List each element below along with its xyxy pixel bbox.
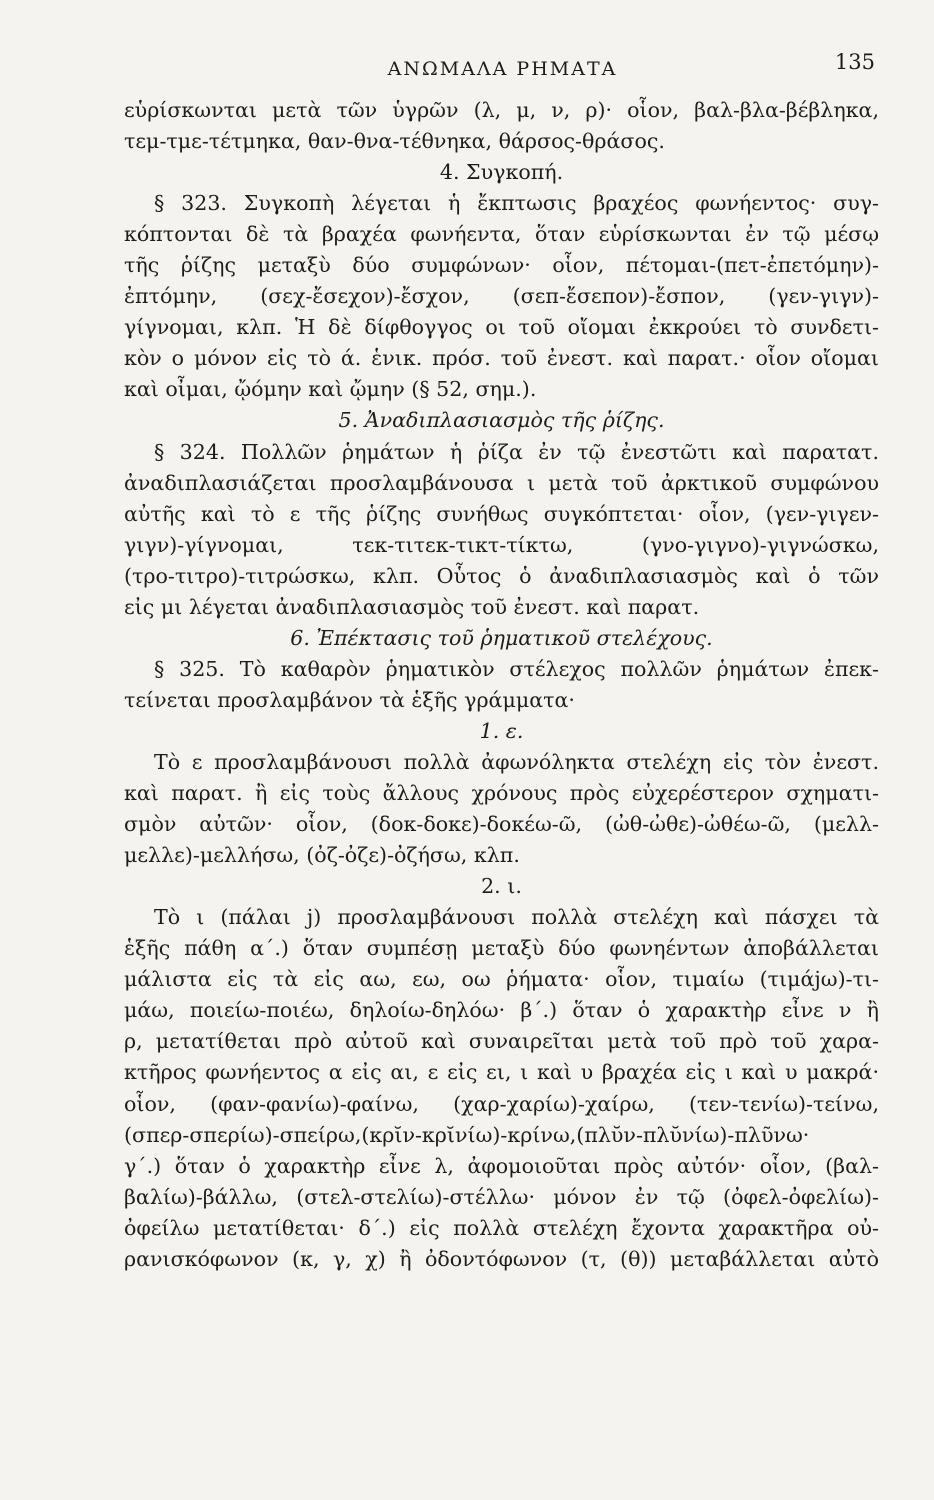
text-line: ρανισκόφωνον (κ, γ, χ) ἢ ὀδοντόφωνον (τ, (θ)) μεταβάλλεται αὐτὸ	[124, 1246, 879, 1271]
text-line: κὸν ο μόνον εἰς τὸ ά. ἑνικ. πρόσ. τοῦ ἐνεστ. καὶ παρατ.· οἷον οἴομαι	[124, 346, 879, 371]
text-line: ἑξῆς πάθη α΄.) ὅταν συμπέσῃ μεταξὺ δύο φωνηέντων ἀποβάλλεται	[124, 936, 879, 961]
text-line: ρ, μετατίθεται πρὸ αὐτοῦ καὶ συναιρεῖται μετὰ τοῦ πρὸ τοῦ χαρα-	[124, 1029, 879, 1054]
paragraph-start: Τὸ ε προσλαμβάνουσι πολλὰ ἀφωνόληκτα στελέχη εἰς τὸν ἐνεστ.	[154, 749, 879, 774]
paragraph-start: Τὸ ι (πάλαι j) προσλαμβάνουσι πολλὰ στελέχη καὶ πάσχει τὰ	[154, 905, 879, 930]
text-line: σμὸν αὐτῶν· οἷον, (δοκ-δοκε)-δοκέω-ῶ, (ὠθ-ὠθε)-ὠθέω-ῶ, (μελλ-	[124, 812, 879, 837]
text-line: κόπτονται δὲ τὰ βραχέα φωνήεντα, ὅταν εὑρίσκωνται ἐν τῷ μέσῳ	[124, 222, 879, 247]
text-line: εἰς μι λέγεται ἀναδιπλασιασμὸς τοῦ ἐνεστ. καὶ παρατ.	[124, 594, 700, 619]
paragraph-start: § 323. Συγκοπὴ λέγεται ἡ ἔκπτωσις βραχέος φωνήεντος· συγ-	[154, 191, 879, 216]
text-line: οἷον, (φαν-φανίω)-φαίνω, (χαρ-χαρίω)-χαίρω, (τεν-τενίω)-τείνω,	[124, 1091, 879, 1116]
text-line: γιγν)-γίγνομαι, τεκ-τιτεκ-τικτ-τίκτω, (γνο-γιγνο)-γιγνώσκω,	[124, 532, 879, 557]
text-line: ἐπτόμην, (σεχ-ἔσεχον)-ἔσχον, (σεπ-ἔσεπον)-ἔσπον, (γεν-γιγν)-	[124, 284, 879, 309]
paragraph-start: § 324. Πολλῶν ῥημάτων ἡ ῥίζα ἐν τῷ ἐνεστῶτι καὶ παρατατ.	[154, 439, 879, 464]
text-line: καὶ οἶμαι, ᾤόμην καὶ ᾤμην (§ 52, σημ.).	[124, 377, 537, 402]
text-line: μάλιστα εἰς τὰ εἰς αω, εω, οω ῥήματα· οἷον, τιμαίω (τιμάjω)-τι-	[124, 967, 879, 992]
text-line: μάω, ποιείω-ποιέω, δηλοίω-δηλόω· β΄.) ὅταν ὁ χαρακτὴρ εἶνε ν ἢ	[124, 998, 879, 1023]
text-line: καὶ παρατ. ἢ εἰς τοὺς ἄλλους χρόνους πρὸς εὐχερέστερον σχηματι-	[124, 781, 879, 806]
text-line: τεμ-τμε-τέτμηκα, θαν-θνα-τέθνηκα, θάρσος-θράσος.	[124, 129, 665, 154]
page-number: 135	[834, 50, 875, 74]
subsection-heading: 1. ε.	[479, 718, 524, 743]
section-heading: 4. Συγκοπή.	[439, 160, 564, 185]
text-line: κτῆρος φωνήεντος α εἰς αι, ε εἰς ει, ι καὶ υ βραχέα εἰς ι καὶ υ μακρά·	[124, 1060, 879, 1085]
text-line: γίγνομαι, κλπ. Ἡ δὲ δίφθογγος οι τοῦ οἴομαι ἐκκρούει τὸ συνδετι-	[124, 315, 879, 340]
text-line: γ΄.) ὅταν ὁ χαρακτὴρ εἶνε λ, ἀφομοιοῦται πρὸς αὐτόν· οἷον, (βαλ-	[124, 1153, 879, 1178]
text-line: τῆς ῥίζης μεταξὺ δύο συμφώνων· οἷον, πέτομαι-(πετ-ἐπετόμην)-	[124, 253, 879, 278]
text-line: ἀναδιπλασιάζεται προσλαμβάνουσα ι μετὰ τοῦ ἀρκτικοῦ συμφώνου	[124, 470, 879, 495]
page-header	[130, 50, 875, 90]
paragraph-start: § 325. Τὸ καθαρὸν ῥηματικὸν στέλεχος πολλῶν ῥημάτων ἐπεκ-	[154, 656, 879, 681]
section-heading: 5. Ἀναδιπλασιασμὸς τῆς ῥίζης.	[338, 408, 665, 433]
section-heading: 6. Ἐπέκτασις τοῦ ῥηματικοῦ στελέχους.	[290, 625, 713, 650]
text-line: βαλίω)-βάλλω, (στελ-στελίω)-στέλλω· μόνον ἐν τῷ (ὀφελ-ὀφελίω)-	[124, 1184, 879, 1209]
page-body	[124, 95, 879, 1275]
text-line: εὑρίσκωνται μετὰ τῶν ὑγρῶν (λ, μ, ν, ρ)· οἷον, βαλ-βλα-βέβληκα,	[124, 98, 879, 122]
text-line: (σπερ-σπερίω)-σπείρω,(κρῐν-κρῐνίω)-κρίνω,(πλῠν-πλῠνίω)-πλῦνω·	[124, 1122, 810, 1147]
text-line: μελλε)-μελλήσω, (ὀζ-ὀζε)-ὀζήσω, κλπ.	[124, 843, 520, 868]
text-line: (τρο-τιτρο)-τιτρώσκω, κλπ. Οὗτος ὁ ἀναδιπλασιασμὸς καὶ ὁ τῶν	[124, 563, 879, 588]
text-line: αὐτῆς καὶ τὸ ε τῆς ῥίζης συνήθως συγκόπτεται· οἷον, (γεν-γιγεν-	[124, 501, 879, 526]
running-title: ΑΝΩΜΑΛΑ ΡΗΜΑΤΑ	[387, 58, 618, 80]
text-line: ὀφείλω μετατίθεται· δ΄.) εἰς πολλὰ στελέχη ἔχοντα χαρακτῆρα οὐ-	[124, 1215, 879, 1240]
text-line: τείνεται προσλαμβάνον τὰ ἑξῆς γράμματα·	[124, 687, 575, 712]
subsection-heading: 2. ι.	[481, 874, 522, 899]
